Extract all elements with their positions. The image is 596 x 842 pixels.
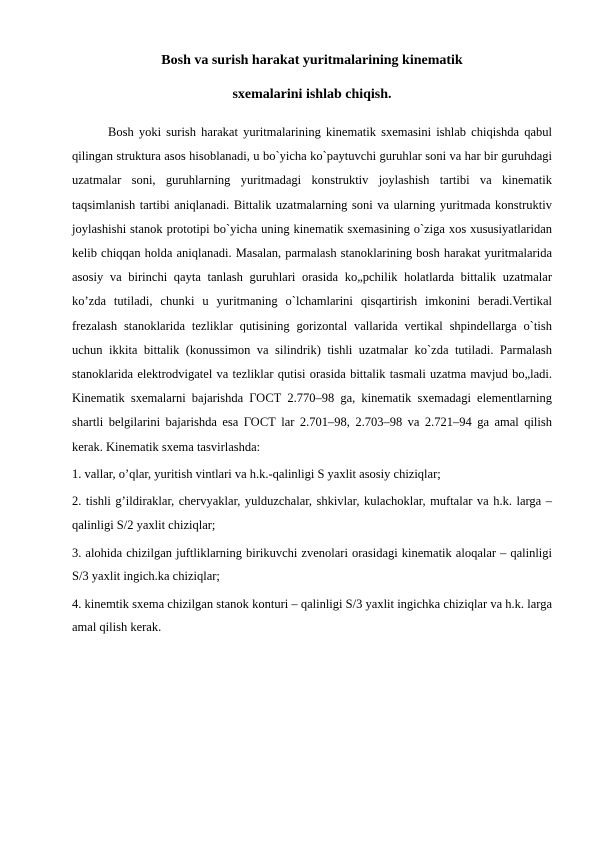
- list-item-1: 1. vallar, o’qlar, yuritish vintlari va h.k.-qalinligi S yaxlit asosiy chiziqlar;: [72, 466, 441, 481]
- list-item-2: 2. tishli g’ildiraklar, chervyaklar, yulduzchalar, shkivlar, kulachoklar, muftalar va h.k. larga – qalinligi S/2 yaxlit chiziqlar;: [72, 494, 552, 533]
- document-title-line-1: Bosh va surish harakat yuritmalarining kinematik: [161, 53, 463, 68]
- list-item-4: 4. kinemtik sxema chizilgan stanok konturi – qalinligi S/3 yaxlit ingichka chiziqlar va h.k. larga amal qilish kerak.: [72, 596, 552, 635]
- document-page: [72, 52, 552, 640]
- document-title-line-2: sxemalarini ishlab chiqish.: [232, 87, 392, 102]
- main-paragraph: Bosh yoki surish harakat yuritmalarining kinematik sxemasini ishlab chiqishda qabul qilingan struktura asos hisoblanadi, u bo`yicha ko`paytuvchi guruhlar soni va har bir guruhdagi uzatmalar soni, guruhlarning yuritmadagi konstruktiv joylashish tartibi va kinematik taqsimlanish tartibi aniqlanadi. Bittalik uzatmalarning soni va ularning yuritmada konstruktiv joylashishi stanok prototipi bo`yicha uning kinematik sxemasining o`ziga xos xususiyatlaridan kelib chiqqan holda aniqlanadi. Masalan, parmalash stanoklarining bosh harakat yuritmalarida asosiy va birinchi qayta tanlash guruhlari orasida ko„pchilik holatlarda bittalik uzatmalar ko’zda tutiladi, chunki u yuritmaning o`lchamlarini qisqartirish imkonini beradi.Vertikal frezalash stanoklarida tezliklar qutisining gorizontal vallarida vertikal shpindellarga o`tish uchun ikkita bittalik (konussimon va silindrik) tishli uzatmalar ko`zda tutiladi. Parmalash stanoklarida elektrodvigatel va tezliklar qutisi orasida bittalik tasmali uzatma mavjud bo„ladi. Kinematik sxemalarni bajarishda ГОСТ 2.770–98 ga, kinematik sxemadagi elementlarning shartli belgilarini bajarishda esa ГОСТ lar 2.701–98, 2.703–98 va 2.721–94 ga amal qilish kerak. Kinematik sxema tasvirlashda:: [72, 125, 552, 454]
- list-item-3: 3. alohida chizilgan juftliklarning birikuvchi zvenolari orasidagi kinematik aloqalar – qalinligi S/3 yaxlit ingich.ka chiziqlar;: [72, 545, 552, 584]
